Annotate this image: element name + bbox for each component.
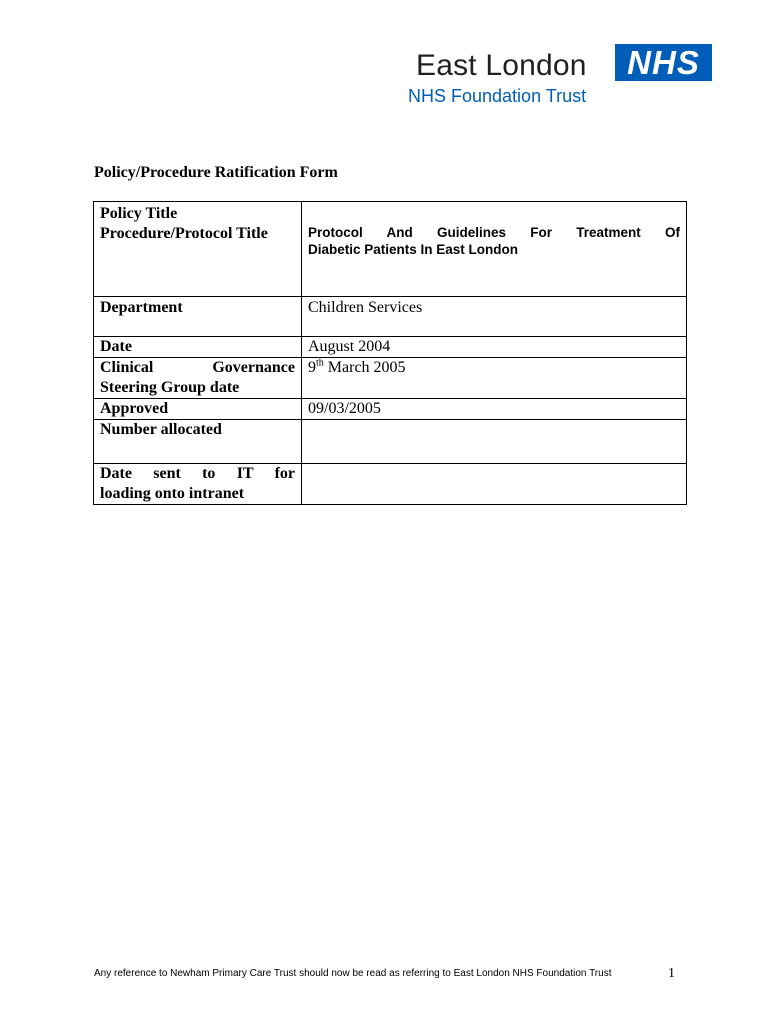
procedure-title-label: Procedure/Protocol Title (100, 225, 268, 242)
table-row (94, 358, 687, 399)
approved-value: 09/03/2005 (302, 399, 687, 420)
it-value (302, 464, 687, 505)
date-value: August 2004 (302, 337, 687, 358)
policy-title-label: Policy Title (100, 205, 178, 222)
procedure-title-line2: Diabetic Patients In East London (308, 242, 519, 257)
cg-label-word1: Clinical (100, 359, 154, 376)
date-label: Date (94, 337, 302, 358)
logo-subtitle: NHS Foundation Trust (408, 86, 587, 106)
cg-day-suffix: th (316, 357, 324, 369)
approved-label: Approved (94, 399, 302, 420)
page-number: 1 (668, 966, 675, 981)
cg-label-word2: Governance (212, 359, 295, 376)
table-row (94, 297, 687, 337)
table-row (94, 337, 687, 358)
table-row (94, 464, 687, 505)
east-london-nhs-logo (408, 44, 713, 110)
table-row (94, 399, 687, 420)
ratification-table (93, 201, 687, 505)
number-label: Number allocated (94, 420, 302, 464)
footer-note: Any reference to Newham Primary Care Trust should now be read as referring to East London NHS Foundation Trust (94, 968, 612, 979)
cg-month-year: March 2005 (323, 359, 406, 376)
cg-label-cell (94, 358, 302, 399)
procedure-title-value-cell (302, 202, 687, 297)
department-label: Department (94, 297, 302, 337)
department-value: Children Services (302, 297, 687, 337)
nhs-badge: NHS (615, 44, 712, 81)
it-label-line2: loading onto intranet (100, 485, 245, 502)
cg-day: 9 (308, 359, 316, 376)
number-value (302, 420, 687, 464)
title-label-cell (94, 202, 302, 297)
it-label-line1: Date sent to IT for (100, 465, 295, 482)
it-label-cell (94, 464, 302, 505)
table-row (94, 202, 687, 297)
form-title: Policy/Procedure Ratification Form (94, 164, 338, 181)
cg-label-line1 (100, 358, 295, 378)
procedure-title-line1: Protocol And Guidelines For Treatment Of (308, 225, 680, 240)
logo-name: East London (416, 49, 587, 82)
cg-label-line2: Steering Group date (100, 379, 240, 396)
cg-date-value (302, 358, 687, 399)
table-row (94, 420, 687, 464)
